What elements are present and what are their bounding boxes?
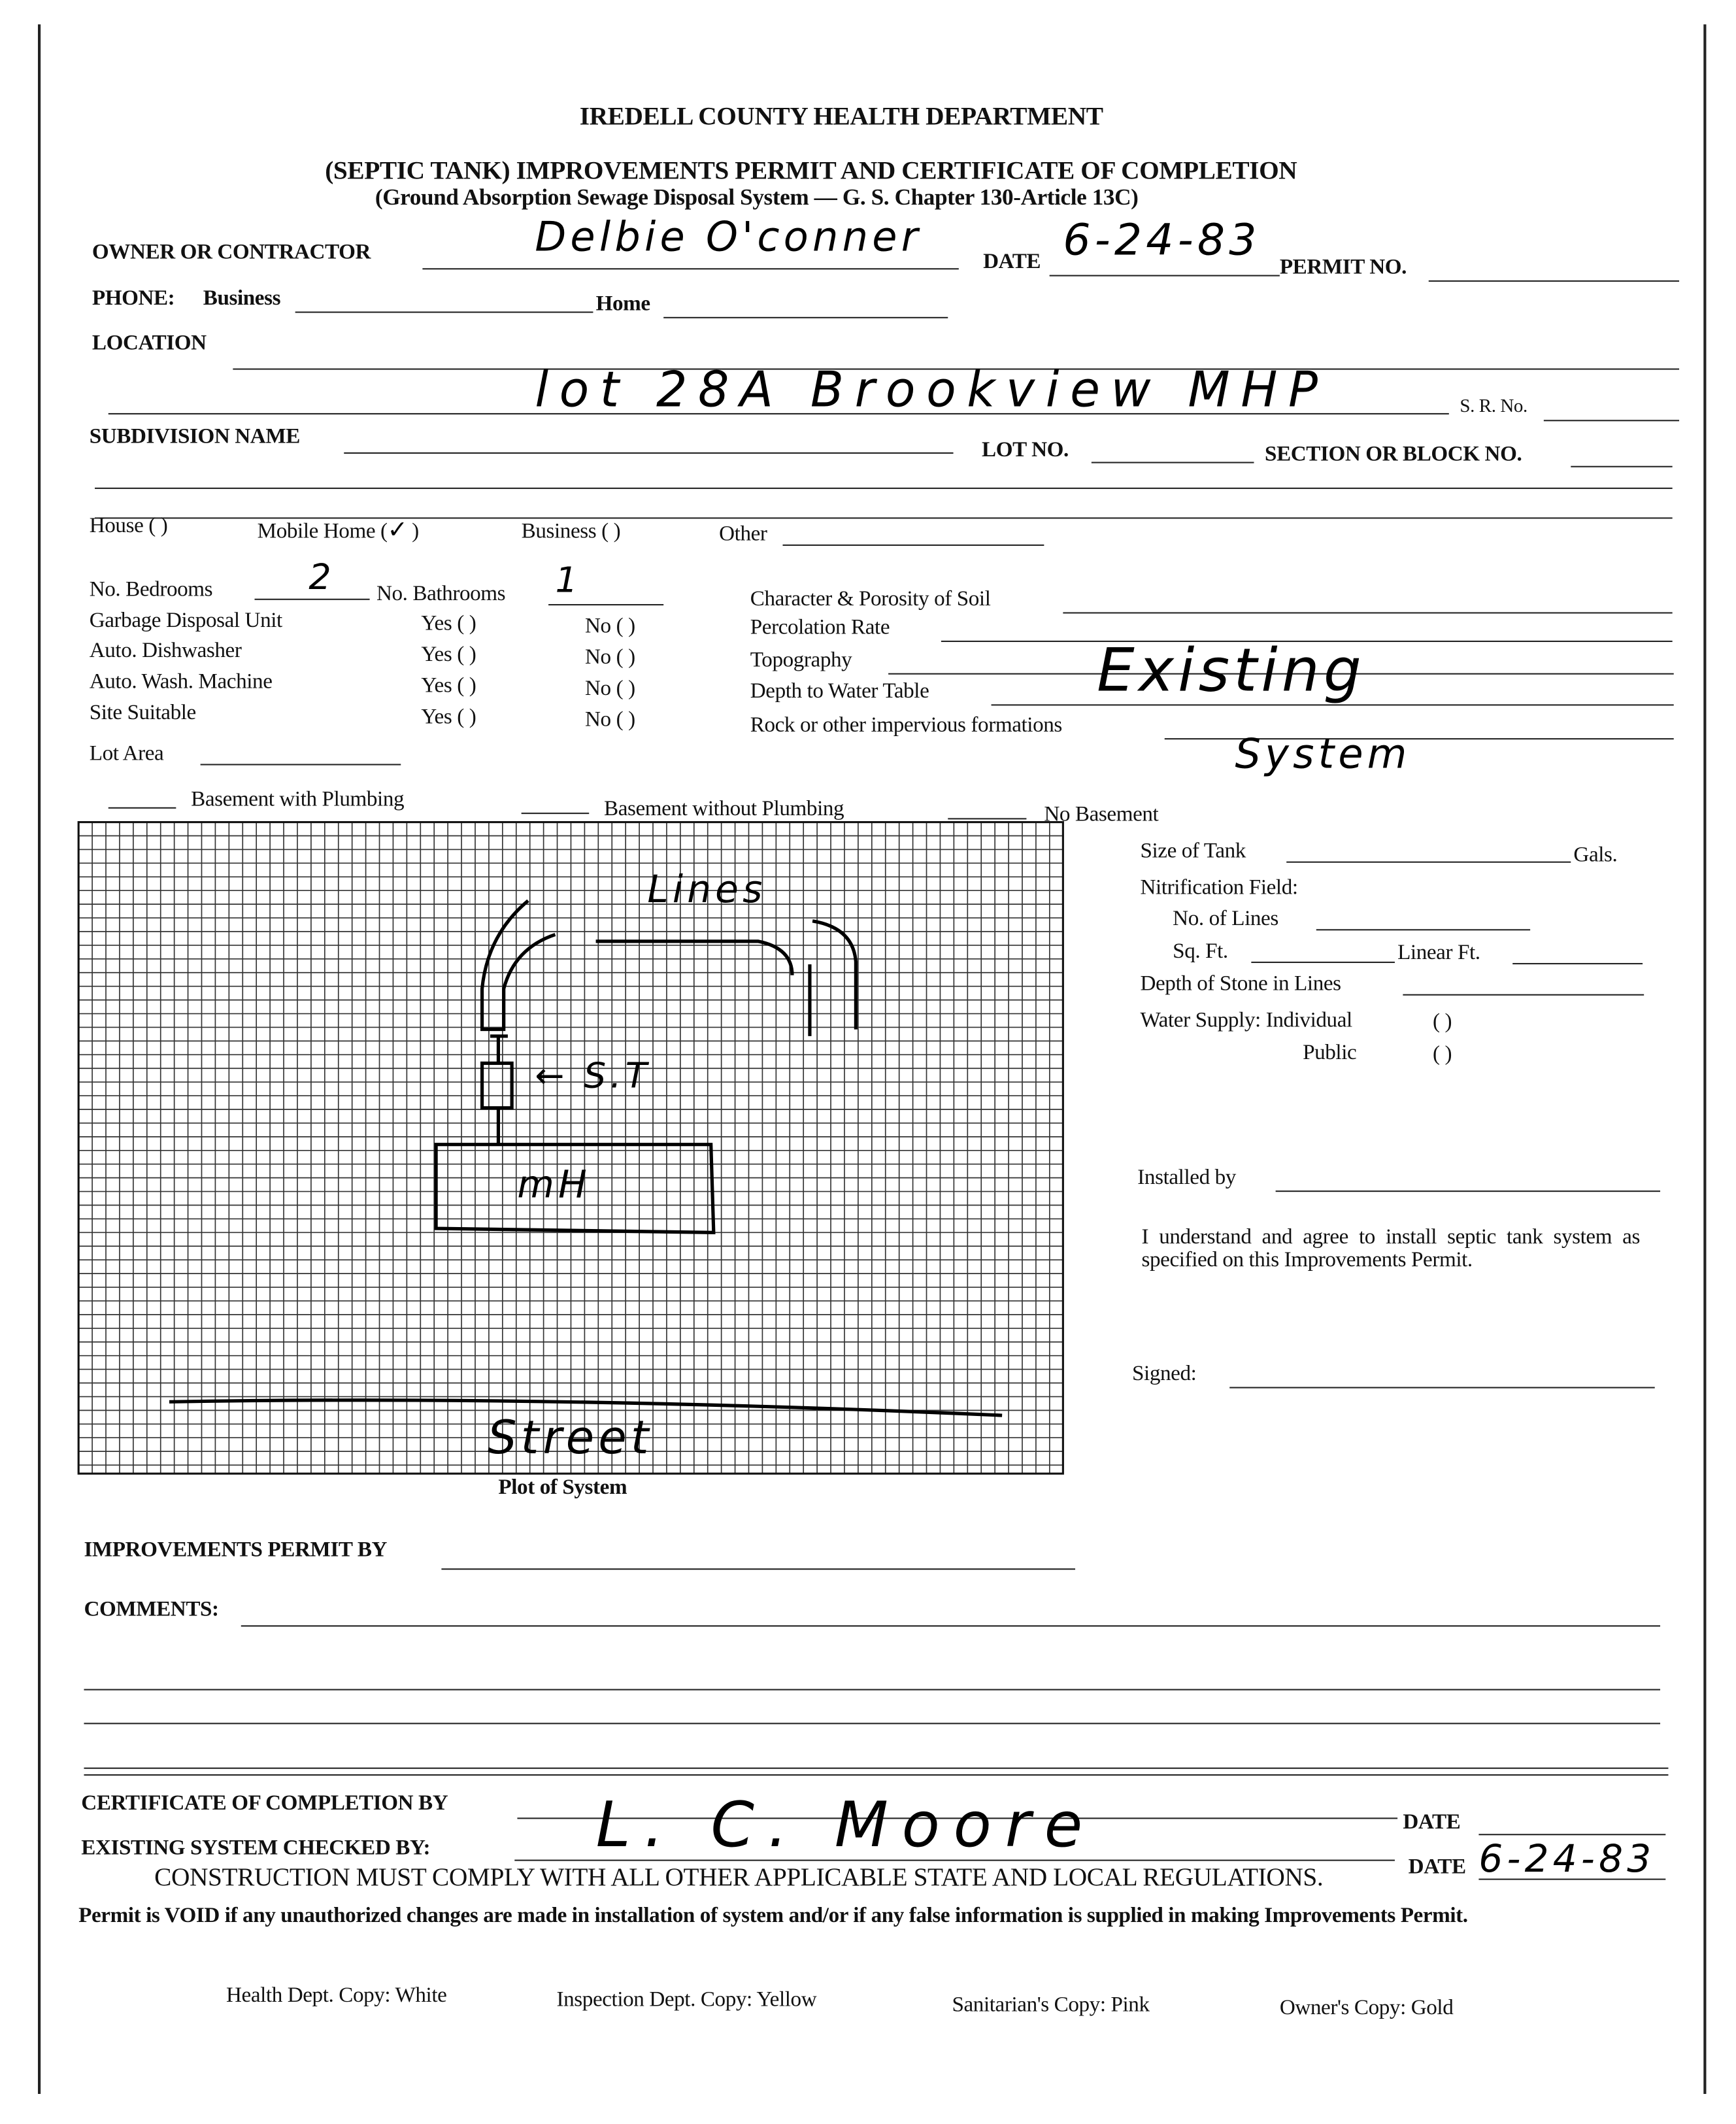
copy-item: Sanitarian's Copy: Pink — [952, 1993, 1150, 2017]
house-option[interactable]: House ( ) — [89, 514, 168, 538]
agreement-text: I understand and agree to install septic tank system as specified on this Improvements Permit. — [1141, 1225, 1640, 1272]
linear-ft-label: Linear Ft. — [1397, 941, 1480, 965]
plot-mh-label: mH — [517, 1162, 592, 1207]
section-label: SECTION OR BLOCK NO. — [1265, 443, 1522, 466]
tank-size-label: Size of Tank — [1140, 839, 1246, 863]
lot-no-label: LOT NO. — [982, 439, 1069, 462]
home-phone-label: Home — [595, 292, 650, 316]
plot-street-label: Street — [487, 1411, 653, 1466]
soil-item: Topography — [750, 649, 852, 672]
no-lines-label: No. of Lines — [1173, 907, 1278, 931]
water-supply-label: Water Supply: Individual — [1140, 1009, 1352, 1032]
question-label: Site Suitable — [89, 701, 196, 725]
question-label: Auto. Wash. Machine — [89, 670, 273, 694]
inspector-signature: L. C. Moore — [595, 1787, 1096, 1861]
construction-notice: CONSTRUCTION MUST COMPLY WITH ALL OTHER APPLICABLE STATE AND LOCAL REGULATIONS. — [154, 1863, 1324, 1893]
date-label: DATE — [983, 250, 1041, 274]
copy-item: Inspection Dept. Copy: Yellow — [556, 1988, 817, 2012]
soil-item: Depth to Water Table — [750, 680, 929, 703]
soil-item: Character & Porosity of Soil — [750, 588, 991, 611]
plot-st-label: ← S.T — [535, 1056, 651, 1098]
copy-item: Health Dept. Copy: White — [225, 1984, 447, 2008]
basement-without-label: Basement without Plumbing — [604, 798, 844, 821]
location-value: lot 28A Brookview MHP — [535, 363, 1329, 419]
mobile-home-label: Mobile Home ( — [257, 520, 388, 543]
owner-label: OWNER OR CONTRACTOR — [92, 241, 371, 265]
permit-no-label: PERMIT NO. — [1279, 256, 1407, 279]
nitrification-label: Nitrification Field: — [1140, 876, 1298, 900]
form-subtitle: (Ground Absorption Sewage Disposal System — G. S. Chapter 130-Article 13C) — [375, 184, 1139, 211]
public-label: Public — [1303, 1041, 1357, 1065]
comments-label: COMMENTS: — [84, 1598, 219, 1621]
yes-option[interactable]: Yes ( ) — [421, 643, 476, 667]
soil-item: Rock or other impervious formations — [750, 713, 1062, 737]
yes-option[interactable]: Yes ( ) — [421, 705, 476, 729]
check-mark: ✓ — [387, 516, 412, 545]
business-option[interactable]: Business ( ) — [521, 520, 621, 543]
existing-checked-label: EXISTING SYSTEM CHECKED BY: — [81, 1836, 431, 1860]
subdivision-label: SUBDIVISION NAME — [89, 425, 300, 448]
plot-lines-label: Lines — [647, 866, 767, 912]
certificate-label: CERTIFICATE OF COMPLETION BY — [81, 1791, 448, 1815]
business-phone-label: Business — [203, 287, 281, 311]
lot-area-label: Lot Area — [89, 742, 164, 766]
form-title: (SEPTIC TANK) IMPROVEMENTS PERMIT AND CERTIFICATE OF COMPLETION — [325, 157, 1297, 186]
paren: ) — [412, 520, 419, 543]
no-option[interactable]: No ( ) — [585, 646, 635, 669]
yes-option[interactable]: Yes ( ) — [421, 612, 476, 635]
other-option: Other — [719, 522, 767, 546]
sqft-label: Sq. Ft. — [1173, 939, 1228, 964]
soil-item: Percolation Rate — [750, 616, 890, 639]
question-label: Garbage Disposal Unit — [89, 609, 282, 633]
basement-with-label: Basement with Plumbing — [191, 788, 405, 812]
no-option[interactable]: No ( ) — [585, 615, 635, 638]
depth-stone-label: Depth of Stone in Lines — [1140, 972, 1341, 996]
bedrooms-value: 2 — [309, 558, 335, 599]
individual-checkbox[interactable]: ( ) — [1432, 1010, 1452, 1034]
date-value: 6-24-83 — [1063, 214, 1261, 266]
existing-date-value: 6-24-83 — [1478, 1836, 1656, 1881]
improvements-permit-by-label: IMPROVEMENTS PERMIT BY — [84, 1538, 388, 1562]
org-title: IREDELL COUNTY HEALTH DEPARTMENT — [579, 103, 1103, 131]
bathrooms-label: No. Bathrooms — [376, 582, 506, 606]
no-option[interactable]: No ( ) — [585, 677, 635, 701]
soil-note-line2: System — [1235, 731, 1411, 779]
signed-label: Signed: — [1132, 1362, 1197, 1386]
owner-value: Delbie O'conner — [535, 214, 922, 261]
existing-date-label: DATE — [1408, 1855, 1466, 1879]
no-basement-label: No Basement — [1044, 803, 1159, 826]
gals-label: Gals. — [1573, 843, 1618, 867]
plot-caption: Plot of System — [498, 1476, 627, 1500]
no-option[interactable]: No ( ) — [585, 708, 635, 732]
location-label: LOCATION — [92, 331, 207, 355]
yes-option[interactable]: Yes ( ) — [421, 674, 476, 698]
sr-no-label: S. R. No. — [1460, 397, 1527, 418]
certificate-date-label: DATE — [1403, 1810, 1461, 1834]
phone-label: PHONE: — [92, 287, 175, 311]
public-checkbox[interactable]: ( ) — [1432, 1043, 1452, 1066]
void-notice: Permit is VOID if any unauthorized changes are made in installation of system and/or if any false information is supplied in making Improvements Permit. — [78, 1904, 1468, 1928]
question-label: Auto. Dishwasher — [89, 639, 242, 663]
installed-by-label: Installed by — [1137, 1166, 1236, 1190]
bathrooms-value: 1 — [555, 560, 582, 601]
copy-item: Owner's Copy: Gold — [1279, 1996, 1454, 2020]
soil-note-line1: Existing — [1097, 636, 1365, 706]
bedrooms-label: No. Bedrooms — [89, 578, 213, 601]
